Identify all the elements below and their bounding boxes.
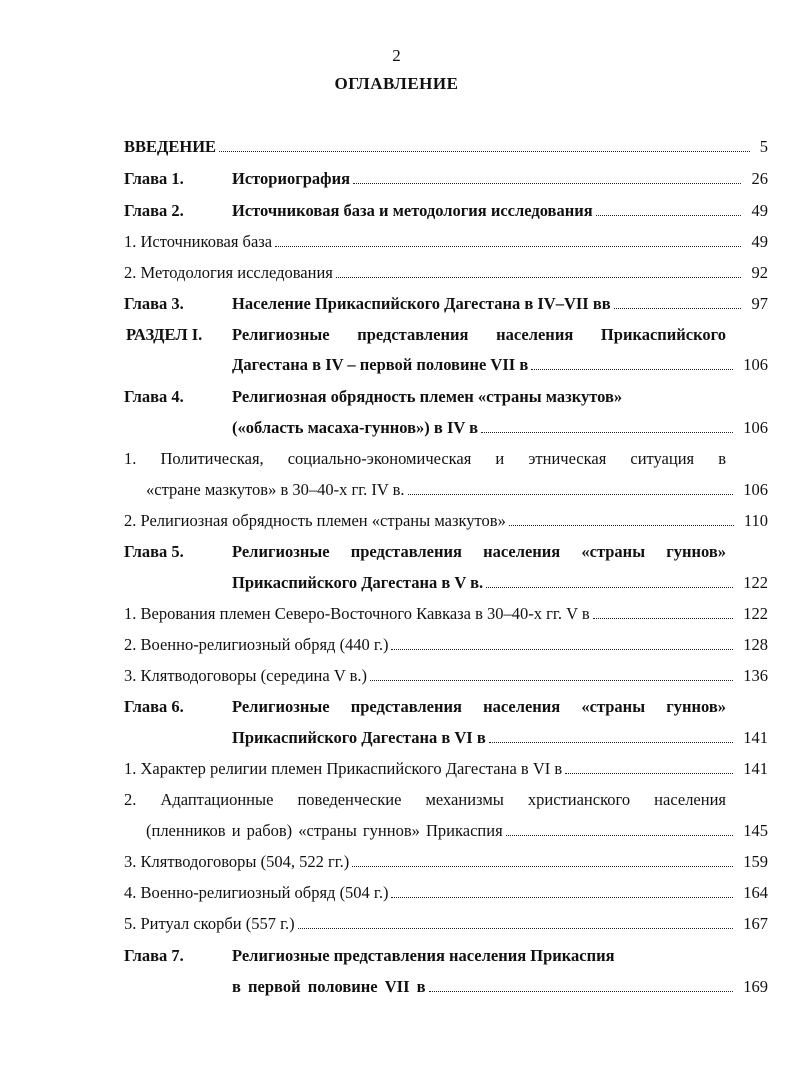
entry-text: Религиозные представления населения Прикаспия: [232, 946, 615, 965]
entry-text: Население Прикаспийского Дагестана в IV–VII вв: [232, 294, 611, 313]
toc-entry: [124, 386, 768, 408]
entry-text: «стране мазкутов» в 30–40-х гг. IV в.: [146, 480, 405, 499]
entry-text: 1. Политическая, социально-экономическая и этническая ситуация в: [124, 449, 726, 468]
dot-leader: [219, 151, 750, 152]
toc-entry: [124, 758, 768, 780]
toc-entry: [124, 665, 768, 687]
toc-entry: [124, 789, 768, 811]
dot-leader: [614, 308, 741, 309]
entry-text: Источниковая база и методология исследования: [232, 201, 593, 220]
entry-text: 3. Клятводоговоры (504, 522 гг.): [124, 852, 350, 871]
dot-leader: [489, 742, 733, 743]
entry-page: 106: [743, 418, 768, 437]
toc-entry: [124, 231, 768, 253]
dot-leader: [353, 183, 741, 184]
dot-leader: [509, 525, 734, 526]
entry-page: 122: [743, 573, 768, 592]
entry-page: 145: [743, 821, 768, 840]
toc-entry: [124, 200, 768, 222]
dot-leader: [593, 618, 733, 619]
entry-text: Религиозные представления населения «страны гуннов»: [232, 697, 726, 716]
chapter-label: Глава 3.: [124, 294, 184, 313]
entry-page: 92: [751, 263, 768, 282]
toc-entry: [124, 324, 768, 346]
entry-page: 26: [751, 169, 768, 188]
dot-leader: [298, 928, 733, 929]
entry-page: 106: [743, 355, 768, 374]
section-label: РАЗДЕЛ I.: [126, 325, 203, 344]
toc-entry: [124, 541, 768, 563]
entry-page: 169: [743, 977, 768, 996]
toc-entry: [124, 603, 768, 625]
dot-leader: [481, 432, 733, 433]
chapter-label: Глава 4.: [124, 387, 184, 406]
entry-text: в первой половине VII в: [232, 977, 426, 996]
entry-text: 1. Характер религии племен Прикаспийского Дагестана в VI в: [124, 759, 563, 778]
dot-leader: [596, 215, 741, 216]
entry-text: 2. Религиозная обрядность племен «страны мазкутов»: [124, 511, 506, 530]
dot-leader: [370, 680, 733, 681]
chapter-label: Глава 5.: [124, 542, 184, 561]
toc-entry: [124, 945, 768, 967]
entry-text: Историография: [232, 169, 350, 188]
toc-entry: [124, 417, 768, 439]
entry-text: 2. Методология исследования: [124, 263, 333, 282]
entry-text: Религиозные представления населения Прикаспийского: [232, 325, 726, 344]
dot-leader: [531, 369, 733, 370]
dot-leader: [391, 897, 733, 898]
entry-text: ВВЕДЕНИЕ: [124, 137, 217, 156]
entry-page: 141: [743, 759, 768, 778]
entry-text: Религиозные представления населения «страны гуннов»: [232, 542, 726, 561]
toc-entry: [124, 976, 768, 998]
entry-page: 122: [743, 604, 768, 623]
entry-page: 141: [743, 728, 768, 747]
toc-entry: [124, 479, 768, 501]
dot-leader: [275, 246, 741, 247]
entry-page: 49: [751, 201, 768, 220]
toc-entry: [124, 293, 768, 315]
dot-leader: [429, 991, 733, 992]
toc-entry: [124, 913, 768, 935]
dot-leader: [352, 866, 733, 867]
entry-page: 159: [743, 852, 768, 871]
entry-text: Религиозная обрядность племен «страны мазкутов»: [232, 387, 623, 406]
dot-leader: [336, 277, 741, 278]
toc-entry: [124, 634, 768, 656]
entry-page: 136: [743, 666, 768, 685]
entry-page: 164: [743, 883, 768, 902]
toc-entry: [124, 696, 768, 718]
entry-page: 128: [743, 635, 768, 654]
entry-page: 110: [743, 511, 768, 530]
toc-entry: [124, 448, 768, 470]
chapter-label: Глава 6.: [124, 697, 184, 716]
toc-entry: [124, 727, 768, 749]
toc-entry: [124, 572, 768, 594]
entry-text: 2. Военно-религиозный обряд (440 г.): [124, 635, 389, 654]
toc-entry: [124, 168, 768, 190]
dot-leader: [391, 649, 733, 650]
entry-text: Прикаспийского Дагестана в VI в: [232, 728, 486, 747]
toc-entry: [124, 882, 768, 904]
entry-text: (пленников и рабов) «страны гуннов» Прикаспия: [146, 821, 503, 840]
chapter-label: Глава 7.: [124, 946, 184, 965]
chapter-label: Глава 1.: [124, 169, 184, 188]
toc-entry: [124, 262, 768, 284]
entry-page: 97: [751, 294, 768, 313]
entry-page: 49: [751, 232, 768, 251]
toc-entry: [124, 510, 768, 532]
entry-text: 1. Верования племен Северо-Восточного Кавказа в 30–40-х гг. V в: [124, 604, 590, 623]
entry-text: Прикаспийского Дагестана в V в.: [232, 573, 484, 592]
toc-entry: [124, 136, 768, 158]
toc-entry: [124, 354, 768, 376]
dot-leader: [565, 773, 733, 774]
page-number: 2: [392, 46, 401, 65]
toc-title: ОГЛАВЛЕНИЕ: [334, 74, 459, 93]
entry-page: 5: [759, 137, 768, 156]
entry-text: 2. Адаптационные поведенческие механизмы христианского населения: [124, 790, 726, 809]
entry-text: 3. Клятводоговоры (середина V в.): [124, 666, 367, 685]
dot-leader: [408, 494, 733, 495]
toc-entry: [124, 820, 768, 842]
entry-text: 4. Военно-религиозный обряд (504 г.): [124, 883, 389, 902]
entry-page: 167: [743, 914, 768, 933]
dot-leader: [486, 587, 733, 588]
dot-leader: [506, 835, 733, 836]
chapter-label: Глава 2.: [124, 201, 184, 220]
entry-page: 106: [743, 480, 768, 499]
toc-entry: [124, 851, 768, 873]
entry-text: 1. Источниковая база: [124, 232, 273, 251]
entry-text: Дагестана в IV – первой половине VII в: [232, 355, 529, 374]
entry-text: («область масаха-гуннов») в IV в: [232, 418, 479, 437]
entry-text: 5. Ритуал скорби (557 г.): [124, 914, 295, 933]
